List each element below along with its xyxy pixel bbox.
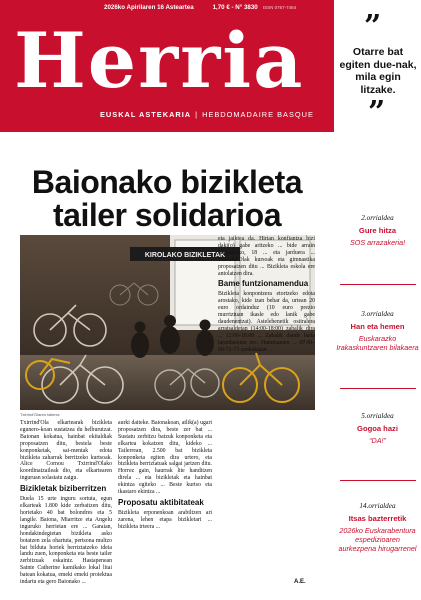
article-subheading-3: Bame funtzionamendua	[218, 279, 309, 289]
quote-open-mark: ”	[364, 9, 382, 44]
sidebar-subtitle: 2026ko Euskarabentura espedizioaren aurkezpena hirugarrenel	[338, 526, 417, 553]
masthead-subtitle: EUSKAL ASTEKARIA | HEBDOMADAIRE BASQUE	[100, 110, 314, 119]
article-body-2b: Bizikleta erponenkoan arabiltzen ari zarena, lehen etapa bizikletari ... bizikleta irteera ...	[118, 509, 212, 530]
sidebar-subtitle: SOS arrazakeria!	[349, 238, 406, 247]
sidebar-page-ref: 5.orrialdea	[361, 412, 394, 420]
quote-box	[338, 9, 418, 130]
sidebar-divider	[340, 284, 416, 285]
sidebar-item-3[interactable]	[336, 412, 419, 446]
issue-price: 1,70 € - N° 3830	[212, 4, 258, 11]
article-body-1: Duela 15 urte inguru sortuta, egun elkarteak 1.800 kide zerbaitzen ditu, horietako 40 bat bolondres eta 5 langile. Baiona, Miarritze eta Angelu inguruko herrietan ere ... Garaian, hondakindegietan bizikleta asko botatzen zela ohartuta, pertsona multzo bat bilduta horiek berriztatzeko ideia landu zuen, konponketa eta beste tailer zerbitzuak eskainiz. Hastapenean Sainte Catherine kamikako lokal litai batean kokatua, emeki emeki proiektua indartu eta gero Baionako ...	[20, 496, 112, 586]
article-body-3b: Bizikleta konpontzera etortzeko edota arostako, kide izan behar da, urtean 20 euro ordainduz (10 euro prezio murriztuan ikasle edo lanik gabe daudenentzat). Astelehenetik ostiralera arratsaldetan (14:00-18:00) zabalik dira ... 12:00-18:00 ... Zabalik daude baita larunbatetan ere. Hammamen ... 07-81-60-72-73 zenbakiaan ...	[218, 291, 315, 353]
sidebar-item-1[interactable]	[336, 214, 419, 248]
article-signature: A.E.	[294, 579, 306, 585]
subtitle-left: EUSKAL ASTEKARIA	[100, 110, 192, 119]
sidebar-item-4[interactable]	[336, 502, 419, 553]
sidebar-divider	[340, 480, 416, 481]
article-subheading-1: Bizikletak biziberritzen	[20, 484, 107, 494]
article-column-1	[20, 420, 112, 586]
sidebar-subtitle: Euskarazko Irakaskuntzaren bilakaera	[336, 334, 419, 352]
article-column-3	[218, 236, 315, 354]
sidebar-item-2[interactable]	[336, 310, 419, 353]
article-body-2: aurki daiteke. Baionakoan, atlik(a) ugari proposatzen dira, beste zer bat ... Sustatu zerbitzu batzuk konponketa eta elkartea kokatzen ditu, kideko ... Tailerrean, 2.500 bat bizikleta konponketa egiten dira urtero, eta bizikleta berriztatuak salgai jartzen ditu. Horrez gain, haurrak lite handitzen direla ... eta bizikletak eta hainbat ekintza egiteko ... Beste kurtso eta ikastaro ekintza ...	[118, 420, 212, 496]
quote-close-mark: ”	[368, 95, 386, 130]
sidebar-title: Gure hitza	[358, 226, 397, 235]
sidebar-page-ref: 14.orrialdea	[359, 502, 396, 510]
photo-caption: Txirrind'Olaren tailerra	[20, 412, 60, 417]
quote-text: Otarre bat egiten due-nak, mila egin litzake.	[339, 46, 417, 96]
subtitle-right: HEBDOMADAIRE BASQUE	[202, 110, 314, 119]
headline-line-2: tailer solidarioa	[52, 197, 282, 233]
sidebar-divider	[340, 388, 416, 389]
sidebar-page-ref: 2.orrialdea	[361, 214, 394, 222]
headline	[0, 166, 334, 232]
article-subheading-2: Proposatu aktibitateak	[118, 497, 204, 507]
issn: ISSN 0767-7464	[262, 5, 297, 10]
article-intro: Txirrind'Ola elkartearak bizikleta egunero-koan sustatzea du helburutzat. Baionan kokatua, hainbat ekitaldiak proposatzen ditu, bestela beste konponketak, sai-mentak edota bizikleta zaharrak berritzeko kurtsoak. Alice Cornou Txirrind'Olako koordinatzaileak dio, eta elkartearen inguruan solastatu zaigu.	[20, 420, 112, 482]
sidebar-title: Han eta hemen	[350, 322, 405, 331]
masthead	[0, 0, 334, 132]
newspaper-logo: Herria	[14, 16, 305, 105]
dateline	[104, 4, 332, 11]
article-body-3: eta jaiktea da. Hirian konfiantza bizi daki(o) gabe aritzeko ... bide arrain ezagutzeko, 18 ... eta jarduera ... Txirrind'Olak kursoak eta gimnastika proposatzen ditu ... Bizikleta eskola ere antolatzen dira.	[218, 236, 315, 277]
sidebar-subtitle: “DA!”	[369, 436, 386, 445]
article-column-2	[118, 420, 212, 531]
sidebar-title: Gogoa hazi	[357, 424, 398, 433]
sidebar-title: Itsas bazterretik	[348, 514, 407, 523]
headline-line-1: Baionako bizikleta	[31, 164, 303, 200]
sidebar-contents	[336, 200, 419, 600]
sidebar-page-ref: 3.orrialdea	[361, 310, 394, 318]
workshop-sign: KIROLAKO BIZIKLETAK	[144, 252, 226, 259]
issue-date: 2026ko Apirilaren 16 Asteartea	[104, 4, 194, 11]
